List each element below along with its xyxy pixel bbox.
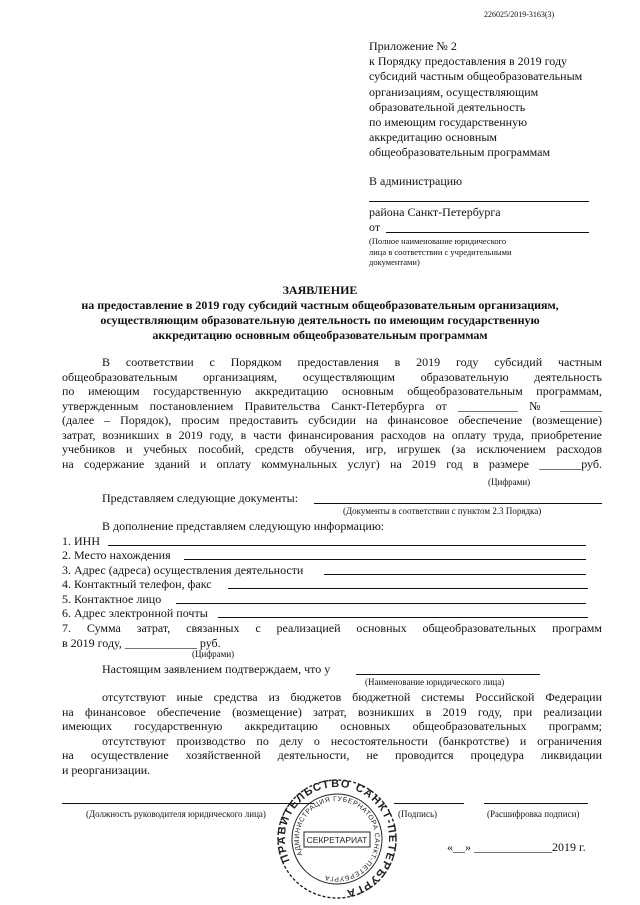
stamp-outer-text: ПРАВИТЕЛЬСТВО САНКТ-ПЕТЕРБУРГА xyxy=(275,778,399,900)
appendix-line: субсидий частным общеобразовательным xyxy=(369,69,583,84)
expenses-digits-hint: (Цифрами) xyxy=(192,649,235,659)
addressee-from: от xyxy=(369,220,381,234)
decoding-label: (Расшифровка подписи) xyxy=(487,809,580,819)
intro-line: общеобразовательным организациям, осуществляющим образовательную деятельность xyxy=(62,369,602,384)
appendix-line: аккредитацию основным xyxy=(369,130,497,145)
from-hint-line: (Полное наименование юридического xyxy=(369,236,507,246)
confirm-line: отсутствуют производство по делу о несостоятельности (банкротстве) и ограничения xyxy=(102,733,602,748)
title-line: аккредитацию основным общеобразовательным программам xyxy=(152,328,488,342)
intro-line: по имеющим государственную аккредитацию основным общеобразовательным программам, xyxy=(62,384,602,398)
amount-digits-hint: (Цифрами) xyxy=(488,477,531,487)
confirm-line: и реорганизации. xyxy=(62,762,151,777)
admin-blank-line xyxy=(369,201,589,202)
documents-label: Представляем следующие документы: xyxy=(102,491,299,505)
confirm-paragraph xyxy=(62,690,602,777)
signature-line xyxy=(394,803,464,804)
from-blank-line xyxy=(386,232,589,233)
appendix-line: общеобразовательным программам xyxy=(369,145,551,160)
intro-line: затрат, возникших в 2019 году, в части финансирования расходов на оплату труда, приобретение xyxy=(62,427,602,442)
date-line: «__» _____________2019 г. xyxy=(447,840,586,854)
appendix-line: по имеющим государственную xyxy=(369,115,528,130)
appendix-line: Приложение № 2 xyxy=(369,39,457,53)
decoding-line xyxy=(484,803,588,804)
stamp-graphic xyxy=(272,778,402,900)
signature-label: (Подпись) xyxy=(398,809,438,819)
title-line: на предоставление в 2019 году субсидий частным общеобразовательным организациям, xyxy=(81,298,559,312)
intro-line: В соответствии с Порядком предоставления в 2019 году субсидий частным xyxy=(102,355,602,369)
item-contact-line xyxy=(176,603,586,604)
item-phone-line xyxy=(228,588,588,589)
confirm-hint: (Наименование юридического лица) xyxy=(365,677,505,687)
addressee-district: района Санкт-Петербурга xyxy=(369,205,501,219)
appendix-line: организациям, осуществляющим xyxy=(369,84,539,99)
documents-hint: (Документы в соответствии с пунктом 2.3 Порядка) xyxy=(343,506,542,516)
position-label: (Должность руководителя юридического лица) xyxy=(86,809,266,819)
item-phone: 4. Контактный телефон, факс xyxy=(62,577,212,591)
intro-line: (далее – Порядок), просим предоставить субсидии на финансовое обеспечение (возмещение) xyxy=(62,413,602,427)
intro-line: на содержание зданий и оплату коммунальных услуг) на 2019 год в размере _______руб. xyxy=(62,456,602,471)
item-expenses xyxy=(62,621,602,650)
item-expenses-line: 7. Сумма затрат, связанных с реализацией основных общеобразовательных программ xyxy=(62,621,602,635)
item-expenses-line: в 2019 году, ____________ руб. xyxy=(62,635,221,650)
intro-paragraph xyxy=(62,355,602,471)
confirm-line: отсутствуют иные средства из бюджетов бюджетной системы Российской Федерации xyxy=(102,690,602,704)
additional-label: В дополнение представляем следующую информацию: xyxy=(102,519,385,533)
document-number: 226025/2019-3163(3) xyxy=(484,10,555,19)
official-stamp xyxy=(272,778,402,900)
intro-line: учебников и учебных пособий, средств обучения, игр, игрушек (за исключением расходов xyxy=(62,442,602,456)
item-inn: 1. ИНН xyxy=(62,534,100,548)
item-location-line xyxy=(184,559,586,560)
addressee-to: В администрацию xyxy=(369,174,463,188)
item-contact: 5. Контактное лицо xyxy=(62,592,162,606)
item-email: 6. Адрес электронной почты xyxy=(62,606,208,620)
document-title: ЗАЯВЛЕНИЕ xyxy=(282,283,358,297)
confirm-blank-line xyxy=(356,674,540,675)
confirm-line: на осуществление хозяйственной деятельности, не проводится процедура ликвидации xyxy=(62,748,602,762)
documents-blank-line xyxy=(314,503,602,504)
confirm-label: Настоящим заявлением подтверждаем, что у xyxy=(102,662,331,676)
item-email-line xyxy=(218,617,588,618)
appendix-line: к Порядку предоставления в 2019 году xyxy=(369,54,568,69)
stamp-inner-text: АДМИНИСТРАЦИЯ ГУБЕРНАТОРА САНКТ-ПЕТЕРБУРГА xyxy=(293,795,381,883)
item-address: 3. Адрес (адреса) осуществления деятельности xyxy=(62,563,304,577)
confirm-line: имеющих государственную аккредитацию основных общеобразовательных программ; xyxy=(62,719,602,733)
appendix-line: образовательной деятельность xyxy=(369,99,526,114)
item-location: 2. Место нахождения xyxy=(62,548,171,562)
appendix-block xyxy=(369,39,582,161)
from-hint-line: лица в соответствии с учредительными xyxy=(369,246,512,257)
confirm-line: на финансовое обеспечение (возмещение) затрат, возникших в 2019 году, при реализации xyxy=(62,704,602,719)
from-hint xyxy=(369,236,512,268)
item-address-line xyxy=(324,574,586,575)
from-hint-line: документами) xyxy=(369,257,420,267)
intro-line: утвержденным постановлением Правительства Санкт-Петербурга от __________ № _______ xyxy=(62,398,602,413)
stamp-center-text: СЕКРЕТАРИАТ xyxy=(306,835,368,845)
item-inn-line xyxy=(108,545,586,546)
title-line: осуществляющим образовательную деятельность по имеющим государственную xyxy=(100,313,540,327)
